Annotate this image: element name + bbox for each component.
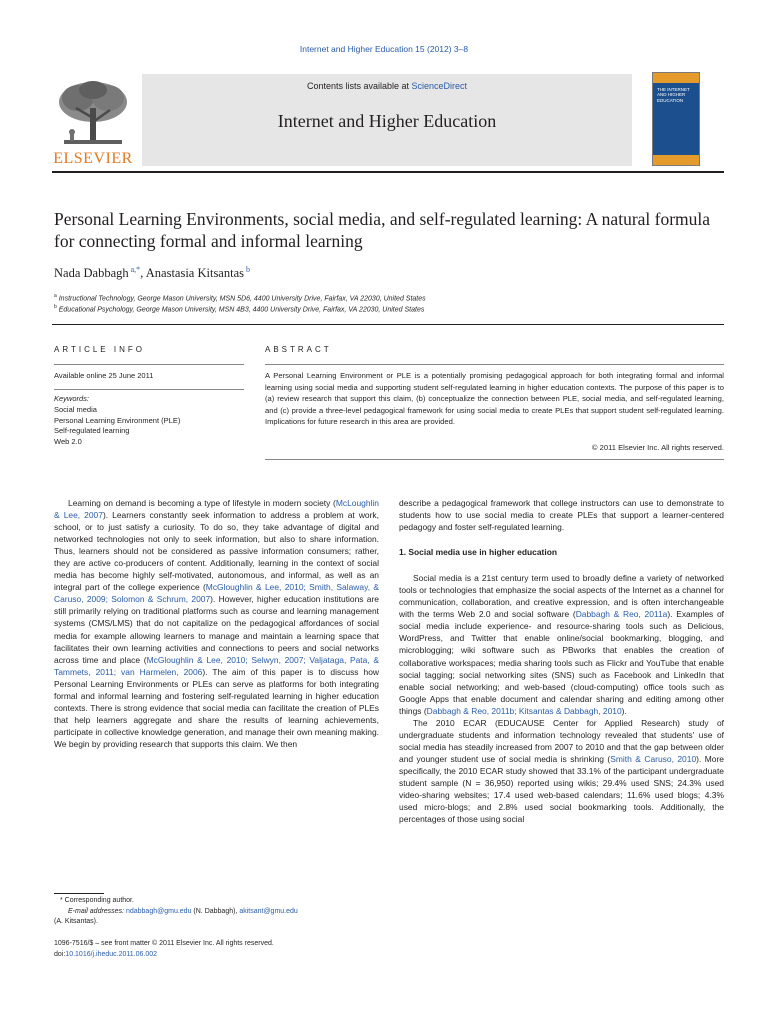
contents-line — [142, 81, 632, 91]
citation-link[interactable]: McGloughlin & Lee, 2010; Smith, Salaway, & Caruso, 2009; Solomon & Schrum, 2007 — [54, 582, 379, 605]
affiliation-b: $^b$ Educational Psychology, George Mason University, MSN 4B3, 4400 University Drive, Fairfax, VA 22030, United States — [54, 304, 425, 314]
doi-link[interactable]: 10.1016/j.iheduc.2011.06.002 — [65, 950, 158, 958]
available-online-date: Available online 25 June 2011 — [54, 371, 154, 380]
paragraph: describe a pedagogical framework that college instructors can use to demonstrate to students how to use social media to create PLEs that support a learner-centered pedagogy and foster self-regulated learning. — [399, 498, 724, 533]
abstract-text: A Personal Learning Environment or PLE is a potentially promising pedagogical approach for both integrating formal and informal learning using social media and supporting student self-regulated learning in higher education contexts. The purpose of this paper is to (a) review research that support this claim, (b) conceptualize the connection between PLE, social media, and self-regulated learning, and (c) provide a three-level pedagogical framework for using social media to create PLEs that support student self-regulated learning. Implications for future research in this area are provided. — [265, 371, 724, 427]
paragraph: Learning on demand is becoming a type of lifestyle in modern society (McLoughlin & Lee, 2007). Learners constantly seek information to address a problem at work, school, or to just satisfy a curiosity. To do so, they take advantage of digital and networked technologies not only to seek information, but also to share information. Thus, learners should not be considered as passive information consumers; rather, they are active co-producers of content. Additionally, learning in the context of social media has become highly self-motivated, autonomous, and informal, as well as an integral part of the college experience (McGloughlin & Lee, 2010; Smith, Salaway, & Caruso, 2009; Solomon & Schrum, 2007). However, higher education institutions are still primarily relying on traditional platforms such as course and learning management systems (CMS/LMS) that do not capitalize on the pedagogical affordances of social media for example allowing learners to manage and maintain a learning space that facilitates their own learning activities and connections to peers and social networks across time and place (McGloughlin & Lee, 2010; Selwyn, 2007; Valjataga, Pata, & Tammets, 2011; van Harmelen, 2006). The aim of this paper is to discuss how Personal Learning Environments or PLEs can serve as platforms for both integrating formal and informal learning and fostering self-regulated learning in higher education contexts. There is strong evidence that social media can facilitate the creation of PLEs that help learners aggregate and share the results of learning achievements, participate in collective knowledge generation, and manage their own meaning making. We begin by providing research that supports this claim. We then — [54, 498, 380, 749]
front-matter-footnote: 1096-7516/$ – see front matter © 2011 Elsevier Inc. All rights reserved. doi:10.1016/j.iheduc.2011.06.002 — [54, 940, 274, 958]
abstract-copyright: © 2011 Elsevier Inc. All rights reserved. — [591, 443, 724, 452]
author-list: Nada Dabbagh $^{a,*}$, Anastasia Kitsantas $^b$ — [54, 265, 250, 281]
sciencedirect-link[interactable]: ScienceDirect — [411, 81, 468, 91]
divider — [54, 364, 244, 365]
divider — [54, 389, 244, 390]
keyword: Web 2.0 — [54, 437, 82, 447]
author-affiliation-link[interactable]: b — [246, 265, 250, 274]
email-link[interactable]: ndabbagh@gmu.edu — [125, 907, 192, 915]
affiliation-a: $^a$ Instructional Technology, George Mason University, MSN 5D6, 4400 University Drive, Fairfax, VA 22030, United States — [54, 293, 426, 303]
divider — [265, 364, 724, 365]
author-name: Nada Dabbagh — [54, 266, 129, 281]
citation-link[interactable]: McGloughlin & Lee, 2010; Selwyn, 2007; Valjataga, Pata, & Tammets, 2011; van Harmelen, 2006 — [54, 654, 380, 677]
contents-prefix: Contents lists available at — [306, 81, 412, 91]
citation-link[interactable]: McLoughlin & Lee, 2007 — [54, 498, 379, 521]
cover-title: THE INTERNET AND HIGHER EDUCATION — [657, 87, 690, 103]
keyword: Self-regulated learning — [54, 426, 130, 436]
body-column-left — [54, 497, 379, 750]
paragraph: Social media is a 21st century term used to broadly define a variety of networked tools or technologies that emphasize the social aspects of the Internet as a channel for communication, collaboration, and creative expression, and is often interchangeable with the terms Web 2.0 and social software (Dabbagh & Reo, 2011a). Examples of social media include experience- and resource-sharing tools such as Delicious, WordPress, and Twitter that enable online/social bookmarking, blogging, and microblogging; wiki software such as PBworks that enables the creation of collaborative workspaces; media sharing tools such as Flickr and YouTube that enable social tagging; social networking sites (SNS) such as Facebook and LinkedIn that enable social networking; and web-based (cloud-computing) office tools such as Google Apps that enable document and calendar sharing and editing among other things (Dabbagh & Reo, 2011b; Kitsantas & Dabbagh, 2010). — [399, 573, 724, 716]
keyword: Personal Learning Environment (PLE) — [54, 415, 181, 425]
journal-reference[interactable]: Internet and Higher Education 15 (2012) 3–8 — [299, 44, 469, 54]
elsevier-wordmark: ELSEVIER — [53, 150, 133, 167]
article-title: Personal Learning Environments, social media, and self-regulated learning: A natural formula for connecting formal and informal learning — [54, 209, 711, 251]
citation-link[interactable]: Dabbagh & Reo, 2011a — [575, 609, 668, 620]
citation-link[interactable]: Smith & Caruso, 2010 — [610, 753, 697, 764]
author-affiliation-link[interactable]: a,* — [130, 265, 141, 274]
body-column-right — [399, 497, 724, 825]
paragraph: The 2010 ECAR (EDUCAUSE Center for Applied Research) study of undergraduate students and information technology revealed that students' use of social media has steadily increased from 2007 to 2010 and that the gap between older and younger student use of social media is shrinking (Smith & Caruso, 2010). More specifically, the 2010 ECAR study showed that 33.1% of the participant undergraduate student sample (N = 36,950) reported using wikis; 29.4% used SNS; 24.3% used video-sharing websites; 17.4 used web-based calendars; 11.6% used blogs; 4.3% used micro-blogs; and 2.8% used social bookmarking tools. Additionally, the percentages of those using social — [399, 717, 724, 825]
abstract-heading: ABSTRACT — [265, 345, 332, 354]
keyword: Social media — [54, 404, 97, 414]
divider — [265, 459, 724, 460]
keywords-label: Keywords: — [54, 394, 90, 403]
footnote-rule — [54, 893, 104, 894]
header-rule — [52, 171, 724, 173]
article-info-heading: ARTICLE INFO — [54, 345, 145, 354]
journal-title: Internet and Higher Education — [277, 111, 497, 131]
keywords-block — [54, 394, 180, 448]
corresponding-author-footnote: * Corresponding author. E-mail addresses: ndabbagh@gmu.edu (N. Dabbagh), akitsant@gmu.edu (A. Kitsantas). — [54, 897, 298, 925]
email-link[interactable]: akitsant@gmu.edu — [239, 907, 298, 915]
section-heading: 1. Social media use in higher education — [399, 547, 558, 558]
author-name: Anastasia Kitsantas — [145, 266, 244, 281]
journal-cover-image[interactable] — [652, 72, 700, 166]
citation-link[interactable]: Dabbagh & Reo, 2011b; Kitsantas & Dabbagh, 2010 — [426, 705, 622, 716]
section-rule — [52, 324, 724, 325]
